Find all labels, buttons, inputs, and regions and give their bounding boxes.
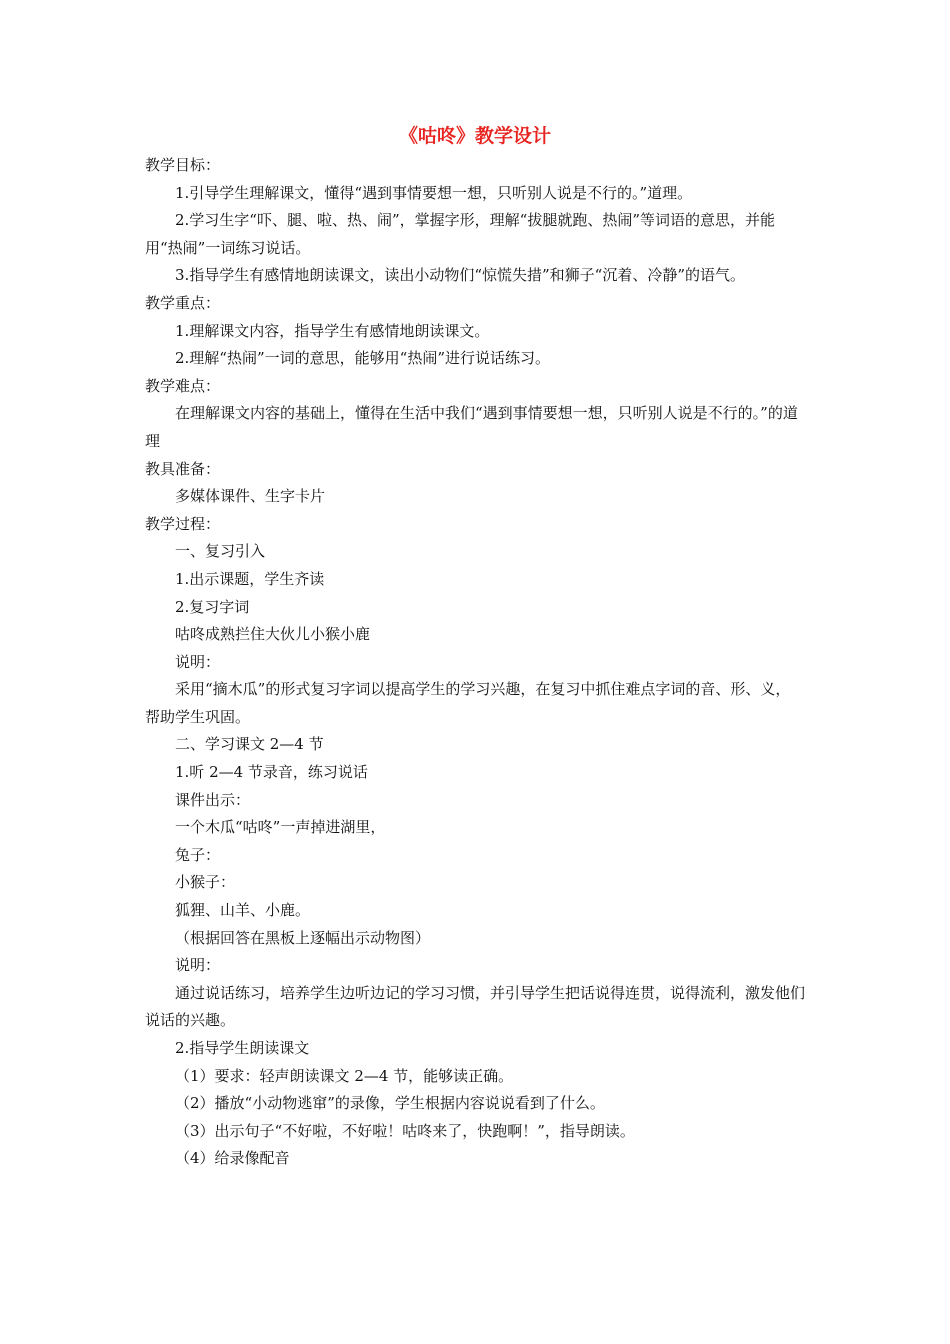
body-paragraph: 采用“摘木瓜”的形式复习字词以提高学生的学习兴趣，在复习中抓住难点字词的音、形、义，帮助学生巩固。 [145, 680, 791, 726]
body-paragraph: 1.引导学生理解课文，懂得“遇到事情要想一想，只听别人说是不行的。”道理。 [175, 183, 693, 202]
body-paragraph: （1）要求：轻声朗读课文 2—4 节，能够读正确。 [175, 1066, 514, 1085]
body-paragraph: 1.理解课文内容，指导学生有感情地朗读课文。 [175, 321, 490, 340]
body-paragraph: 咕咚成熟拦住大伙儿小猴小鹿 [175, 625, 371, 644]
body-paragraph: 多媒体课件、生字卡片 [175, 487, 326, 506]
body-paragraph: 一、复习引入 [175, 542, 266, 561]
body-paragraph: 二、学习课文 2—4 节 [175, 735, 324, 754]
section-heading: 教学难点： [145, 376, 221, 395]
section-heading: 教学重点： [145, 293, 221, 312]
body-paragraph: 通过说话练习，培养学生边听边记的学习习惯，并引导学生把话说得连贯，说得流利，激发他们说话的兴趣。 [145, 983, 806, 1030]
body-paragraph: 在理解课文内容的基础上，懂得在生活中我们“遇到事情要想一想，只听别人说是不行的。”的道理 [145, 404, 798, 450]
document-body [145, 152, 805, 1173]
body-paragraph: 1.听 2—4 节录音，练习说话 [175, 763, 368, 782]
body-paragraph: 3.指导学生有感情地朗读课文，读出小动物们“惊慌失措”和狮子“沉着、冷静”的语气。 [175, 266, 745, 285]
body-paragraph: 2.复习字词 [175, 597, 250, 616]
body-paragraph: 小猴子： [175, 873, 236, 892]
section-heading: 教具准备： [145, 459, 221, 478]
body-paragraph: 兔子： [175, 845, 221, 864]
document-title: 《咕咚》教学设计 [398, 125, 551, 147]
body-paragraph: 2.理解“热闹”一词的意思，能够用“热闹”进行说话练习。 [175, 349, 550, 368]
body-paragraph: （4）给录像配音 [175, 1149, 290, 1168]
body-paragraph: 一个木瓜“咕咚”一声掉进湖里， [175, 818, 386, 837]
body-paragraph: 2.指导学生朗读课文 [175, 1039, 310, 1057]
body-paragraph: 2.学习生字“吓、腿、啦、热、闹”，掌握字形，理解“拔腿就跑、热闹”等词语的意思，并能用“热闹”一词练习说话。 [145, 211, 775, 257]
body-paragraph: 课件出示： [175, 790, 251, 809]
body-paragraph: （根据回答在黑板上逐幅出示动物图） [175, 928, 431, 947]
body-paragraph: 1.出示课题，学生齐读 [175, 569, 325, 588]
body-paragraph: （3）出示句子“不好啦，不好啦！咕咚来了，快跑啊！”，指导朗读。 [175, 1121, 635, 1140]
section-heading: 教学目标： [145, 156, 221, 174]
body-paragraph: 说明： [175, 652, 221, 671]
section-heading: 教学过程： [145, 514, 221, 533]
body-paragraph: 狐狸、山羊、小鹿。 [175, 901, 311, 920]
body-paragraph: 说明： [175, 956, 221, 975]
body-paragraph: （2）播放“小动物逃窜”的录像，学生根据内容说说看到了什么。 [175, 1094, 605, 1113]
